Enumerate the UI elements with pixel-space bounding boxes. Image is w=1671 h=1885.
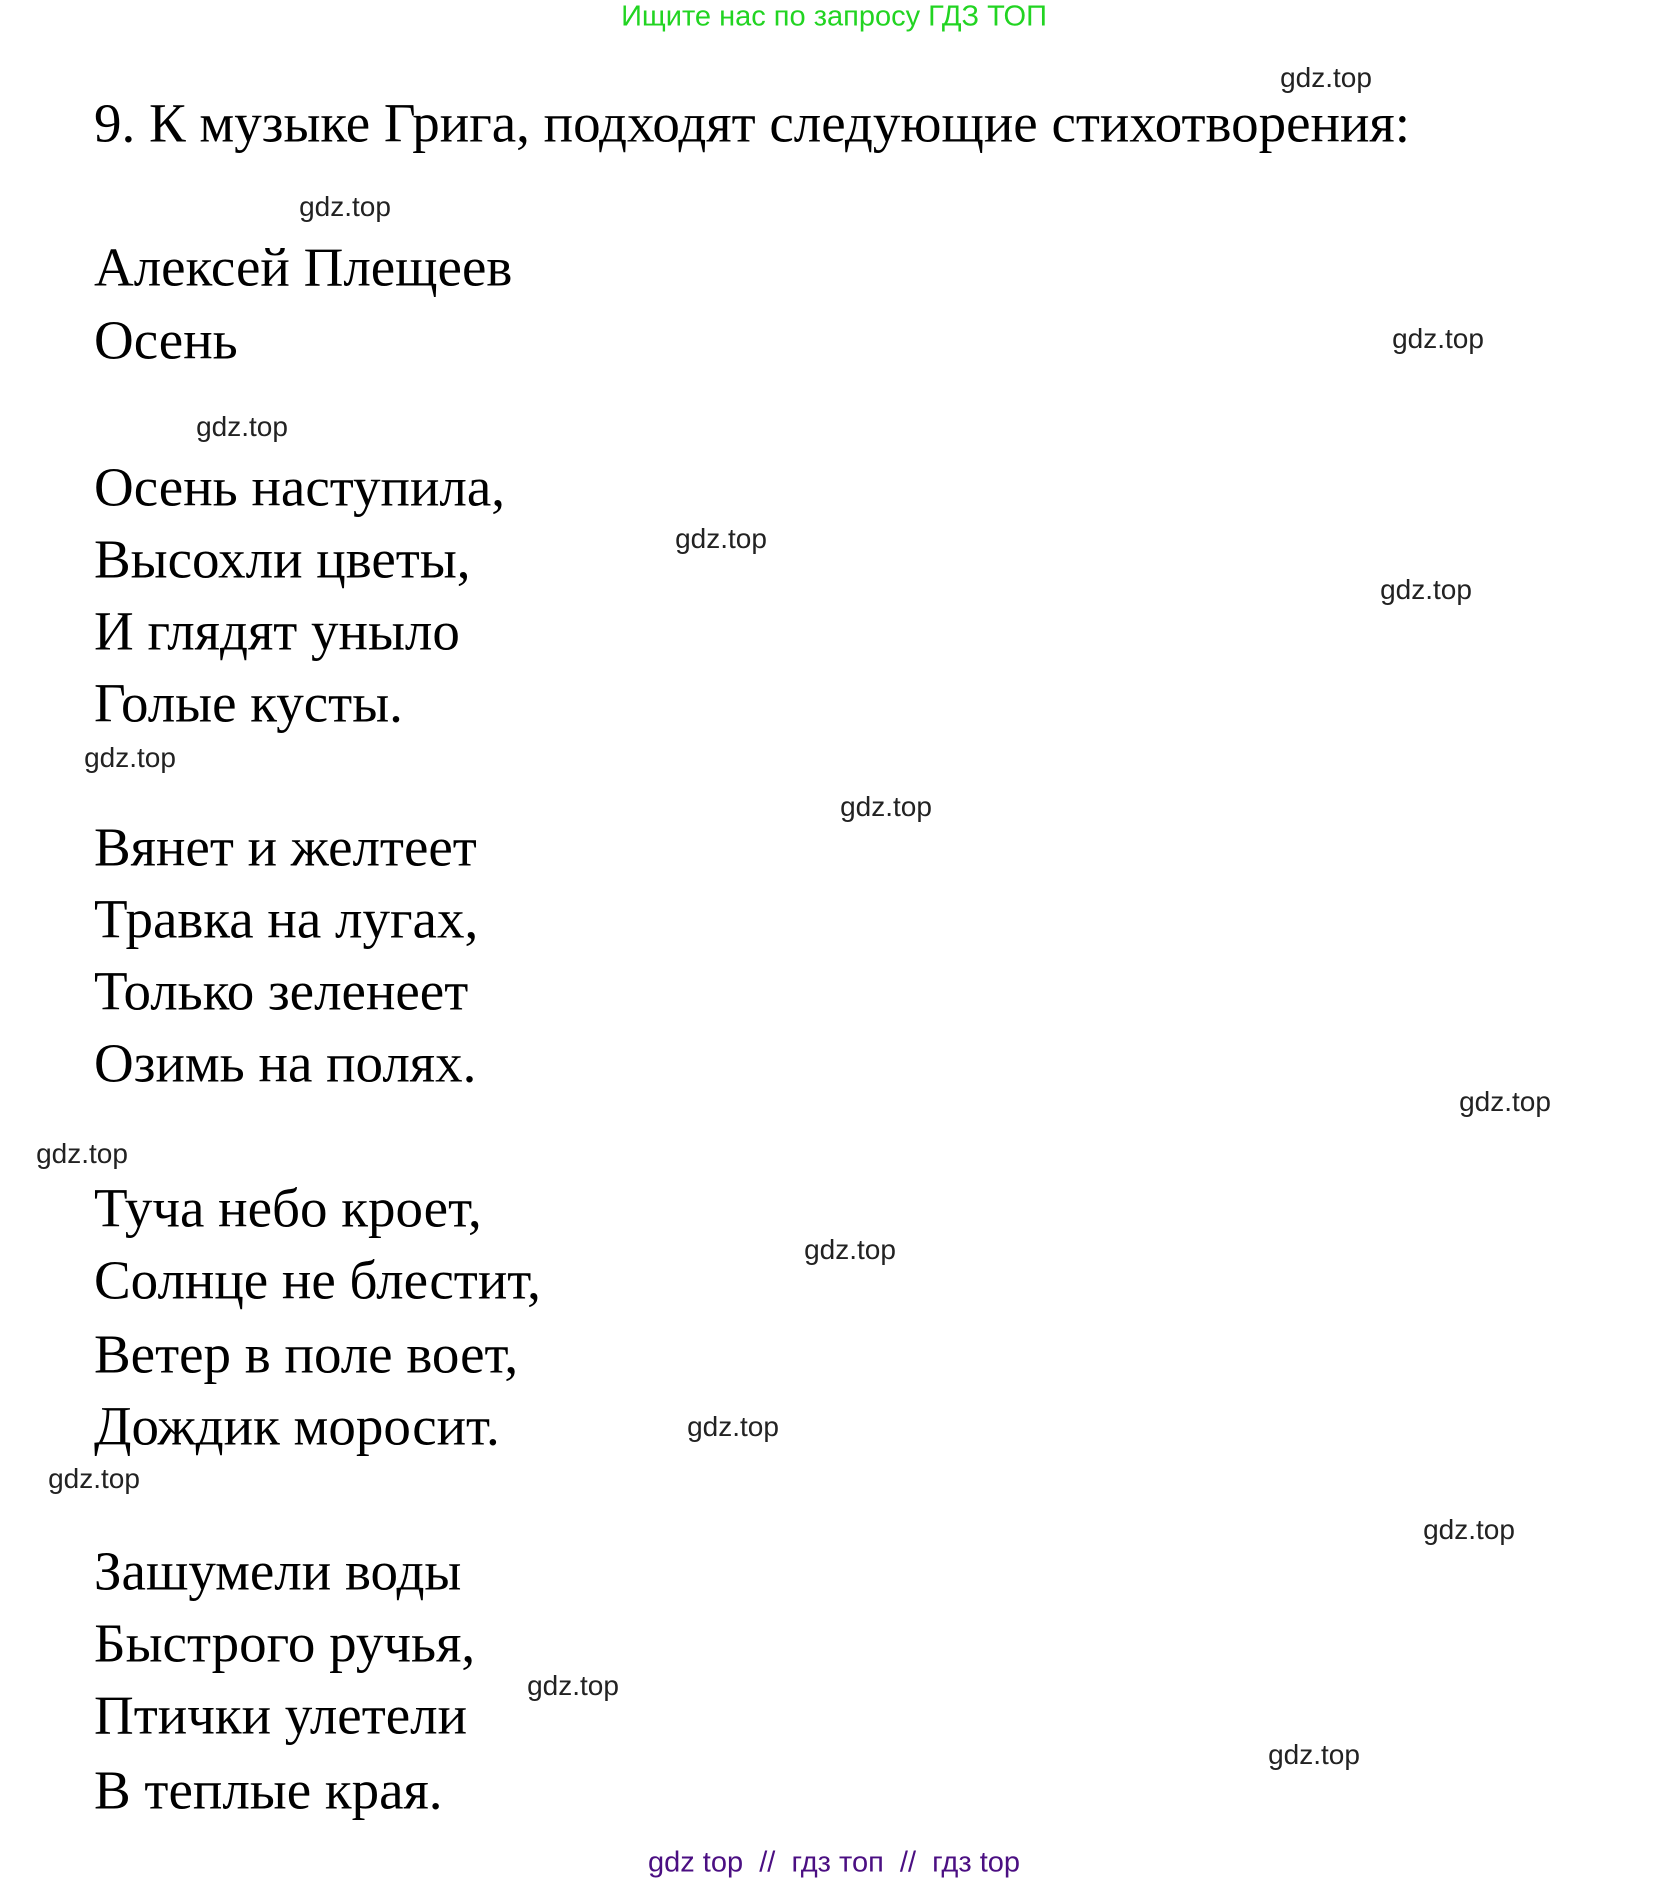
watermark: gdz.top: [1280, 62, 1372, 93]
poem-line: Быстрого ручья,: [94, 1612, 476, 1674]
poem-line: Туча небо кроет,: [94, 1177, 482, 1239]
watermark: gdz.top: [1423, 1514, 1515, 1545]
poem-line: И глядят уныло: [94, 600, 460, 662]
poem-line: В теплые края.: [94, 1759, 443, 1821]
watermark: gdz.top: [687, 1411, 779, 1442]
watermark: gdz.top: [804, 1234, 896, 1265]
watermark: gdz.top: [1268, 1739, 1360, 1770]
search-banner: Ищите нас по запросу ГДЗ ТОП: [621, 0, 1047, 33]
question-title: 9. К музыке Грига, подходят следующие стихотворения:: [94, 92, 1410, 154]
poem-line: Ветер в поле воет,: [94, 1323, 519, 1385]
poem-line: Вянет и желтеет: [94, 816, 477, 878]
poem-line: Солнце не блестит,: [94, 1249, 541, 1311]
poem-line: Голые кусты.: [94, 672, 403, 734]
watermark: gdz.top: [840, 791, 932, 822]
poem-line: Птички улетели: [94, 1684, 468, 1746]
poem-line: Зашумели воды: [94, 1540, 462, 1602]
poem-line: Только зеленеет: [94, 960, 469, 1022]
watermark: gdz.top: [1392, 323, 1484, 354]
poem-line: Травка на лугах,: [94, 888, 479, 950]
watermark: gdz.top: [527, 1670, 619, 1701]
watermark: gdz.top: [675, 523, 767, 554]
footer-links: gdz top // гдз топ // гдз top: [647, 1846, 1021, 1879]
watermark: gdz.top: [36, 1138, 128, 1169]
watermark: gdz.top: [299, 191, 391, 222]
poem-author: Алексей Плещеев: [94, 236, 513, 298]
watermark: gdz.top: [84, 742, 176, 773]
watermark: gdz.top: [196, 411, 288, 442]
watermark: gdz.top: [48, 1463, 140, 1494]
poem-line: Высохли цветы,: [94, 528, 471, 590]
poem-line: Дождик моросит.: [94, 1395, 500, 1457]
watermark: gdz.top: [1459, 1086, 1551, 1117]
poem-title: Осень: [94, 309, 238, 371]
watermark: gdz.top: [1380, 574, 1472, 605]
poem-line: Озимь на полях.: [94, 1032, 477, 1094]
poem-line: Осень наступила,: [94, 456, 506, 518]
